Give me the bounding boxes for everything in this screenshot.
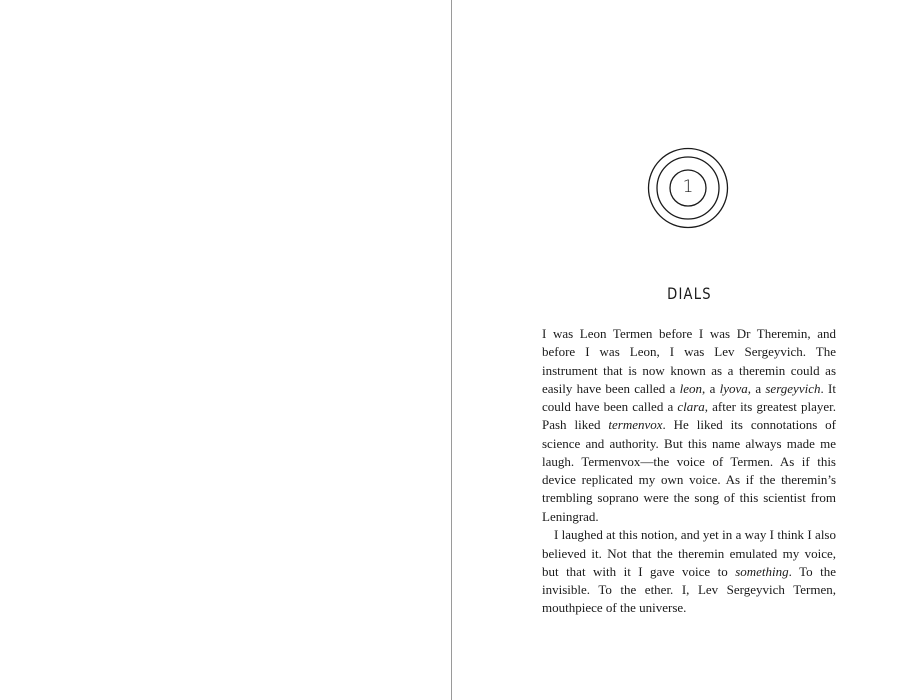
chapter-title: DIALS <box>667 284 712 303</box>
text-segment: , a <box>702 380 720 396</box>
italic-text-segment: lyova <box>719 380 748 396</box>
italic-text-segment: clara <box>677 399 705 414</box>
text-segment: . He liked its connotations of science and authority. But this name always made me laugh. Termenvox—the voice of Termen. As if this device replicated my own voice. As if the theremin’s trembling soprano were the song of this scientist from Leningrad. <box>542 417 836 524</box>
paragraph-1 <box>542 325 836 526</box>
right-page <box>452 0 903 700</box>
text-segment: . To the invisible. To the ether. I, Lev Sergeyvich Termen, mouthpiece of the universe. <box>542 563 836 616</box>
chapter-body-text <box>542 325 836 618</box>
text-segment: I laughed at this notion, and yet in a way I think I also believed it. Not that the theremin emulated my voice, but that with it I gave voice to <box>542 527 836 579</box>
italic-text-segment: termenvox <box>608 417 663 433</box>
chapter-dial-ornament <box>647 146 729 230</box>
italic-text-segment: sergeyvich <box>765 380 821 396</box>
chapter-number: 1 <box>682 177 694 197</box>
text-segment: , after its greatest player. Pash liked <box>542 399 837 433</box>
text-segment: , a <box>747 380 766 396</box>
text-segment: . It could have been called a <box>542 380 836 414</box>
text-segment: I was Leon Termen before I was Dr Theremin, and before I was Leon, I was Lev Sergeyvich. The instrument that is now known as a theremin could as easily have been called a <box>542 326 836 396</box>
italic-text-segment: something <box>735 563 789 579</box>
left-page-blank <box>0 0 451 700</box>
paragraph-2 <box>542 526 836 617</box>
italic-text-segment: leon <box>679 380 703 396</box>
